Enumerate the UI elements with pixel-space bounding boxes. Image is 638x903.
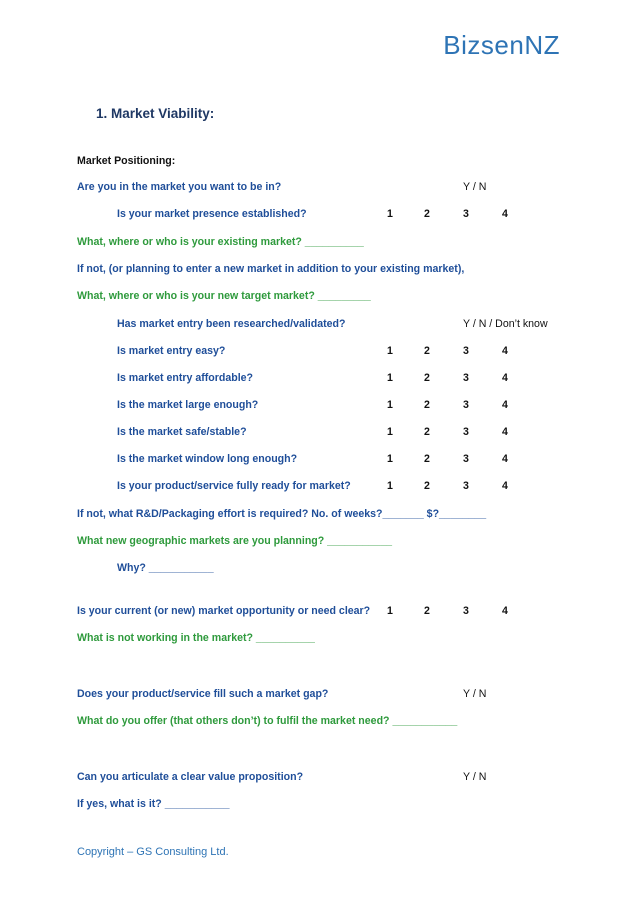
question-row xyxy=(77,771,597,787)
rating-3[interactable]: 3 xyxy=(463,453,469,465)
question-row xyxy=(117,345,637,361)
question-row xyxy=(77,688,597,704)
question-text: If yes, what is it? ___________ xyxy=(77,798,230,810)
rating-4[interactable]: 4 xyxy=(502,399,508,411)
yes-no-answer[interactable]: Y / N / Don’t know xyxy=(463,318,548,330)
question-text: What new geographic markets are you planning? ___________ xyxy=(77,535,392,547)
yes-no-answer[interactable]: Y / N xyxy=(463,771,487,783)
question-row xyxy=(117,562,637,578)
question-row xyxy=(77,181,597,197)
rating-3[interactable]: 3 xyxy=(463,480,469,492)
question-text: If not, what R&D/Packaging effort is required? No. of weeks?_______ $?________ xyxy=(77,508,487,520)
rating-2[interactable]: 2 xyxy=(424,453,430,465)
rating-4[interactable]: 4 xyxy=(502,372,508,384)
question-text: Is the market large enough? xyxy=(117,399,259,411)
question-row xyxy=(77,236,597,252)
rating-2[interactable]: 2 xyxy=(424,372,430,384)
question-row xyxy=(77,263,597,279)
section-heading: 1. Market Viability: xyxy=(96,106,215,121)
rating-4[interactable]: 4 xyxy=(502,426,508,438)
question-text: Can you articulate a clear value proposition? xyxy=(77,771,304,783)
rating-3[interactable]: 3 xyxy=(463,208,469,220)
rating-1[interactable]: 1 xyxy=(387,372,393,384)
rating-3[interactable]: 3 xyxy=(463,399,469,411)
question-text: Are you in the market you want to be in? xyxy=(77,181,282,193)
copyright-footer: Copyright – GS Consulting Ltd. xyxy=(77,846,229,858)
rating-2[interactable]: 2 xyxy=(424,480,430,492)
question-row xyxy=(77,605,597,621)
rating-4[interactable]: 4 xyxy=(502,605,508,617)
rating-3[interactable]: 3 xyxy=(463,345,469,357)
rating-1[interactable]: 1 xyxy=(387,426,393,438)
question-text: What do you offer (that others don’t) to fulfil the market need? ___________ xyxy=(77,715,458,727)
question-text: Is your product/service fully ready for market? xyxy=(117,480,351,492)
question-row xyxy=(117,372,637,388)
question-row xyxy=(117,318,637,334)
rating-2[interactable]: 2 xyxy=(424,345,430,357)
question-text: Is market entry affordable? xyxy=(117,372,253,384)
rating-3[interactable]: 3 xyxy=(463,372,469,384)
question-row xyxy=(117,426,637,442)
question-row xyxy=(117,208,637,224)
rating-3[interactable]: 3 xyxy=(463,426,469,438)
yes-no-answer[interactable]: Y / N xyxy=(463,181,487,193)
question-text: If not, (or planning to enter a new market in addition to your existing market), xyxy=(77,263,465,275)
question-text: What, where or who is your existing market? __________ xyxy=(77,236,364,248)
yes-no-answer[interactable]: Y / N xyxy=(463,688,487,700)
question-text: Is the market safe/stable? xyxy=(117,426,247,438)
question-text: Why? ___________ xyxy=(117,562,214,574)
question-text: Has market entry been researched/validated? xyxy=(117,318,346,330)
rating-1[interactable]: 1 xyxy=(387,480,393,492)
question-row xyxy=(117,453,637,469)
question-text: What is not working in the market? __________ xyxy=(77,632,315,644)
rating-1[interactable]: 1 xyxy=(387,208,393,220)
rating-2[interactable]: 2 xyxy=(424,208,430,220)
rating-1[interactable]: 1 xyxy=(387,345,393,357)
question-text: Does your product/service fill such a market gap? xyxy=(77,688,329,700)
rating-3[interactable]: 3 xyxy=(463,605,469,617)
question-text: What, where or who is your new target market? _________ xyxy=(77,290,371,302)
subsection-label-text: Market Positioning: xyxy=(77,155,176,167)
question-text: Is market entry easy? xyxy=(117,345,226,357)
rating-2[interactable]: 2 xyxy=(424,426,430,438)
rating-4[interactable]: 4 xyxy=(502,453,508,465)
rating-2[interactable]: 2 xyxy=(424,605,430,617)
subsection-label xyxy=(77,155,597,171)
rating-1[interactable]: 1 xyxy=(387,453,393,465)
rating-1[interactable]: 1 xyxy=(387,399,393,411)
question-text: Is the market window long enough? xyxy=(117,453,298,465)
rating-4[interactable]: 4 xyxy=(502,208,508,220)
rating-4[interactable]: 4 xyxy=(502,480,508,492)
rating-1[interactable]: 1 xyxy=(387,605,393,617)
question-row xyxy=(77,508,597,524)
question-row xyxy=(77,798,597,814)
question-row xyxy=(77,715,597,731)
rating-4[interactable]: 4 xyxy=(502,345,508,357)
brand-logo-text: BizsenNZ xyxy=(443,30,560,60)
question-row xyxy=(117,480,637,496)
question-row xyxy=(77,632,597,648)
question-text: Is your market presence established? xyxy=(117,208,307,220)
question-row xyxy=(77,290,597,306)
question-text: Is your current (or new) market opportunity or need clear? xyxy=(77,605,371,617)
question-row xyxy=(77,535,597,551)
question-row xyxy=(117,399,637,415)
rating-2[interactable]: 2 xyxy=(424,399,430,411)
